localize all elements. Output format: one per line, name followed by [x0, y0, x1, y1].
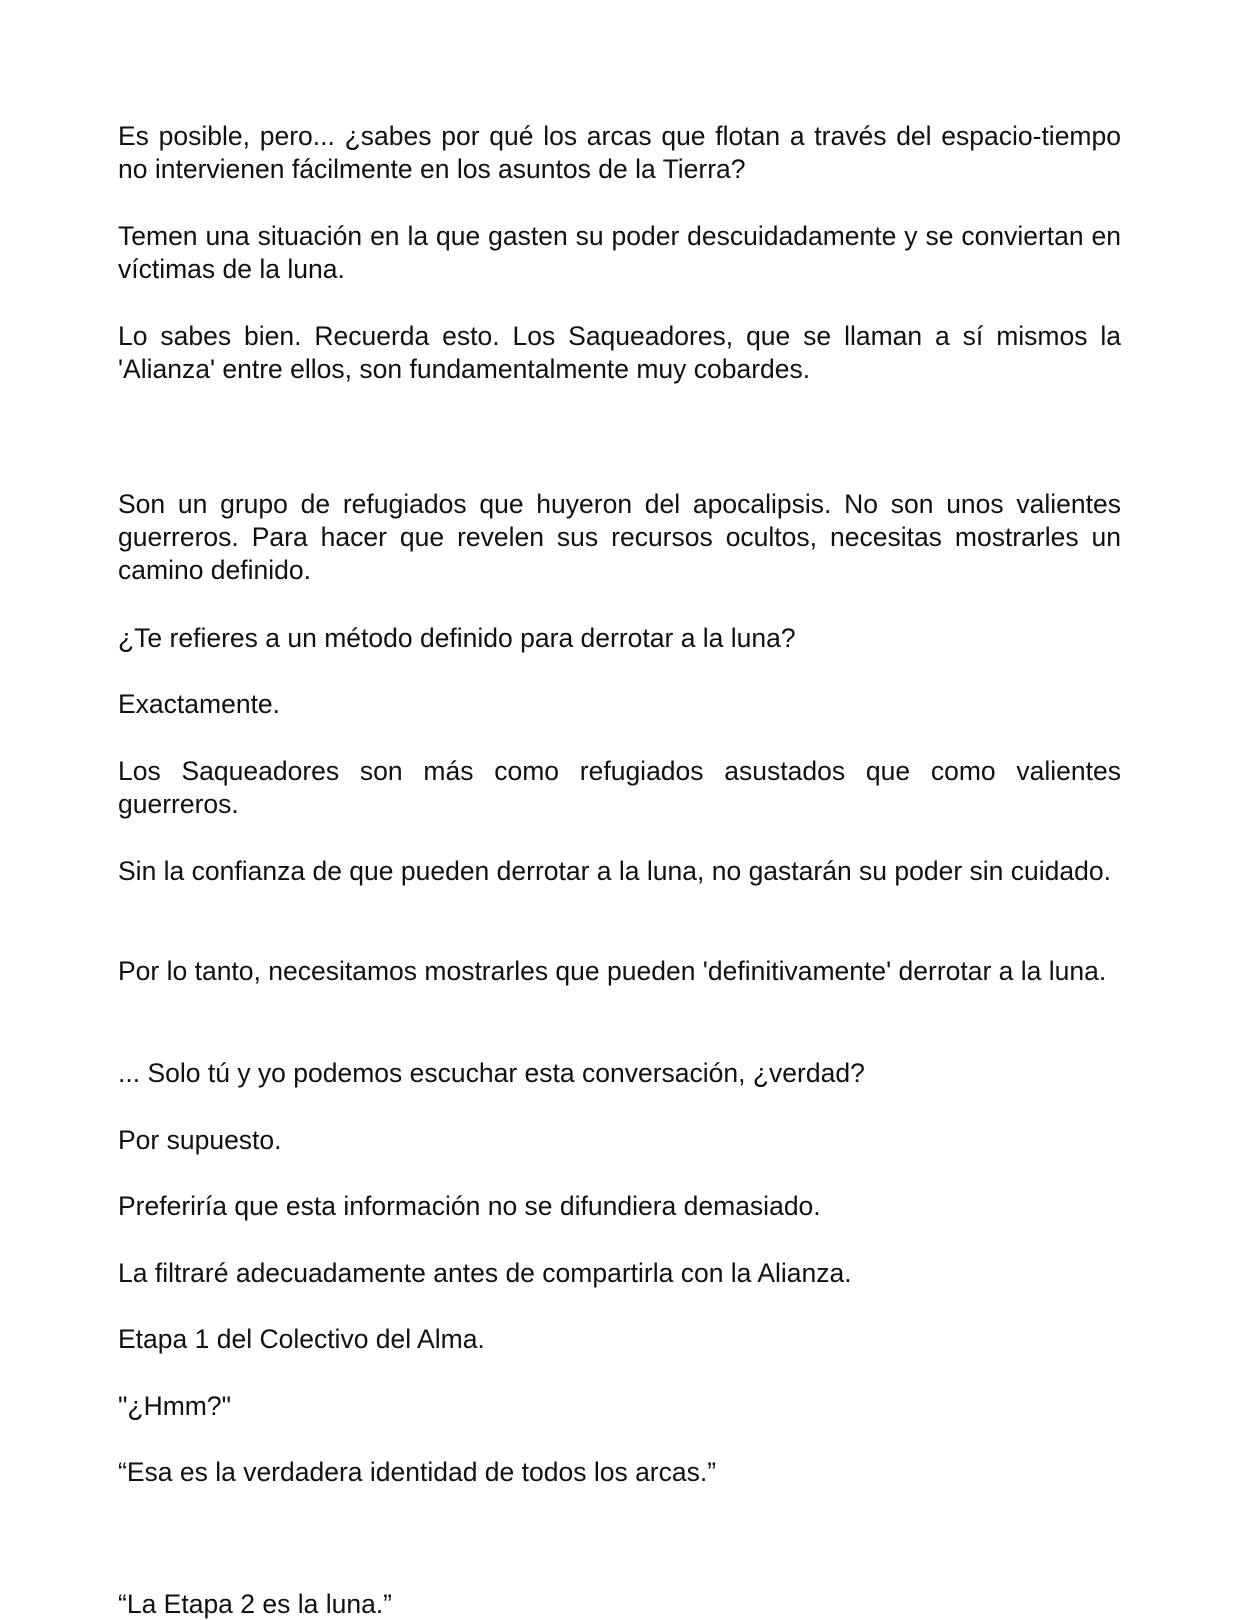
paragraph-10: ... Solo tú y yo podemos escuchar esta conversación, ¿verdad? [118, 1058, 865, 1088]
paragraph-5: ¿Te refieres a un método definido para derrotar a la luna? [118, 623, 796, 653]
paragraph-16: “Esa es la verdadera identidad de todos los arcas.” [118, 1457, 717, 1487]
paragraph-8: Sin la confianza de que pueden derrotar a la luna, no gastarán su poder sin cuidado. [118, 856, 1111, 886]
paragraph-3: Lo sabes bien. Recuerda esto. Los Saqueadores, que se llaman a sí mismos la 'Alianza' entre ellos, son fundamentalmente muy cobardes. [118, 321, 1121, 384]
paragraph-7: Los Saqueadores son más como refugiados asustados que como valientes guerreros. [118, 756, 1121, 819]
paragraph-13: La filtraré adecuadamente antes de compartirla con la Alianza. [118, 1258, 852, 1288]
paragraph-12: Preferiría que esta información no se difundiera demasiado. [118, 1191, 821, 1221]
paragraph-9: Por lo tanto, necesitamos mostrarles que pueden 'definitivamente' derrotar a la luna. [118, 956, 1107, 986]
paragraph-14: Etapa 1 del Colectivo del Alma. [118, 1324, 485, 1354]
paragraph-2: Temen una situación en la que gasten su poder descuidadamente y se conviertan en víctimas de la luna. [118, 221, 1121, 284]
paragraph-6: Exactamente. [118, 689, 281, 719]
paragraph-17: “La Etapa 2 es la luna.” [118, 1589, 393, 1619]
paragraph-4: Son un grupo de refugiados que huyeron del apocalipsis. No son unos valientes guerreros. Para hacer que revelen sus recursos ocultos, necesitas mostrarles un camino definido. [118, 489, 1121, 585]
paragraph-1: Es posible, pero... ¿sabes por qué los arcas que flotan a través del espacio-tiempo no intervienen fácilmente en los asuntos de la Tierra? [118, 121, 1121, 184]
paragraph-15: "¿Hmm?" [118, 1391, 232, 1421]
paragraph-11: Por supuesto. [118, 1125, 282, 1155]
